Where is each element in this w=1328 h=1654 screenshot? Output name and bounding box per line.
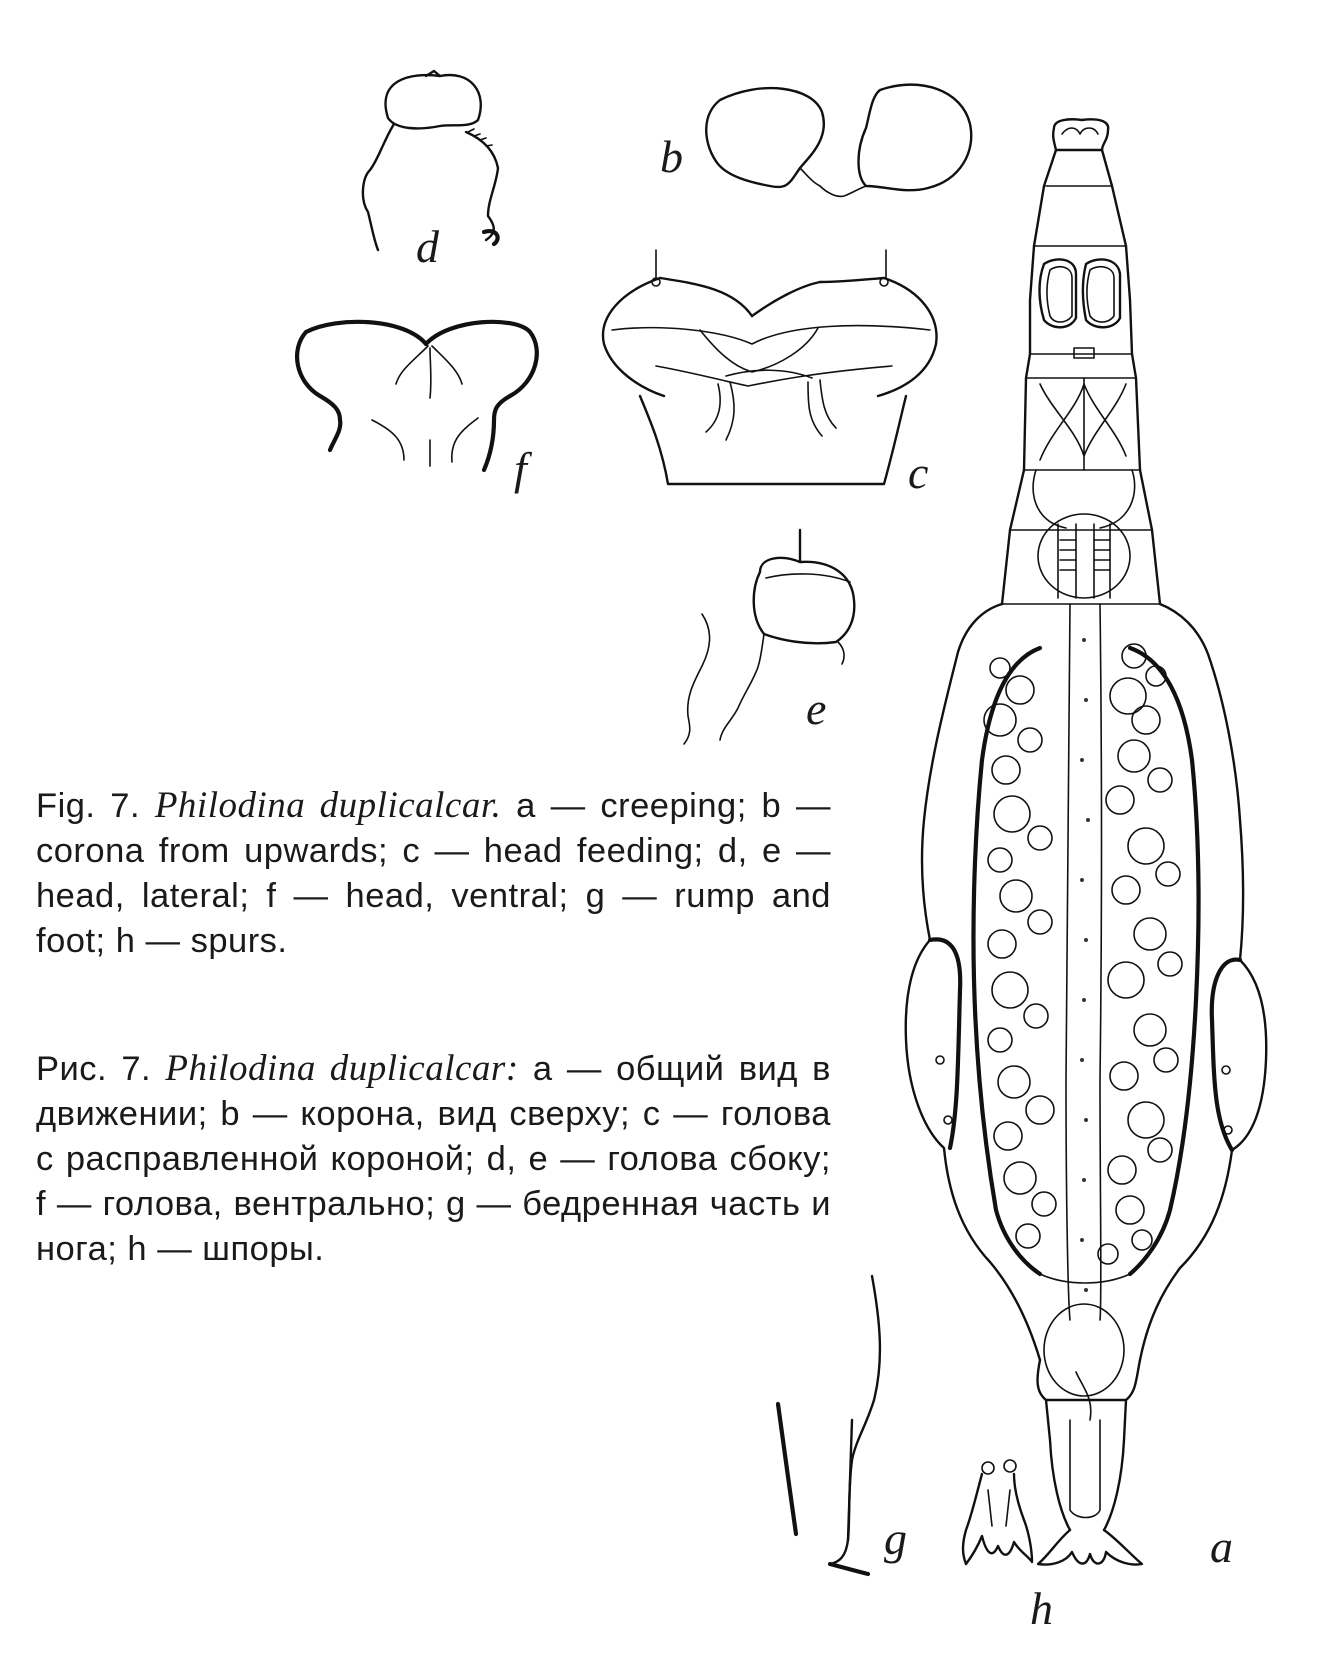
panel-c-drawing xyxy=(603,250,936,484)
panel-label-d: d xyxy=(416,221,439,272)
caption-english xyxy=(36,783,831,964)
caption-english-text: a — creeping; b — corona from upwards; c — head feeding; d, e — head, lateral; f — head, ventral; g — rump and foot; h — spurs. xyxy=(36,787,831,960)
panel-label-g: g xyxy=(884,1513,907,1564)
panel-f-drawing xyxy=(297,322,537,470)
panel-h-drawing xyxy=(963,1460,1032,1564)
panel-e-drawing xyxy=(684,530,854,744)
caption-russian-prefix: Рис. 7. xyxy=(36,1050,152,1088)
panel-label-e: e xyxy=(806,683,827,734)
caption-russian-text: a — общий вид в движении; b — корона, вид сверху; c — голова с расправленной короной; d, e — голова сбоку; f — голова, вентрально; g — бедренная часть и нога; h — шпоры. xyxy=(36,1050,831,1268)
panel-label-a: a xyxy=(1210,1521,1233,1572)
panel-label-f: f xyxy=(514,443,527,494)
panel-b-drawing xyxy=(706,85,971,197)
panel-label-b: b xyxy=(660,131,683,182)
caption-english-prefix: Fig. 7. xyxy=(36,787,141,825)
panel-g-drawing xyxy=(778,1276,880,1574)
panel-label-h: h xyxy=(1030,1583,1053,1634)
panel-a-drawing xyxy=(906,119,1267,1564)
panel-label-c: c xyxy=(908,447,929,498)
caption-russian xyxy=(36,1046,831,1272)
caption-english-species: Philodina duplicalcar. xyxy=(154,785,502,826)
caption-russian-species: Philodina duplicalcar: xyxy=(165,1048,519,1089)
